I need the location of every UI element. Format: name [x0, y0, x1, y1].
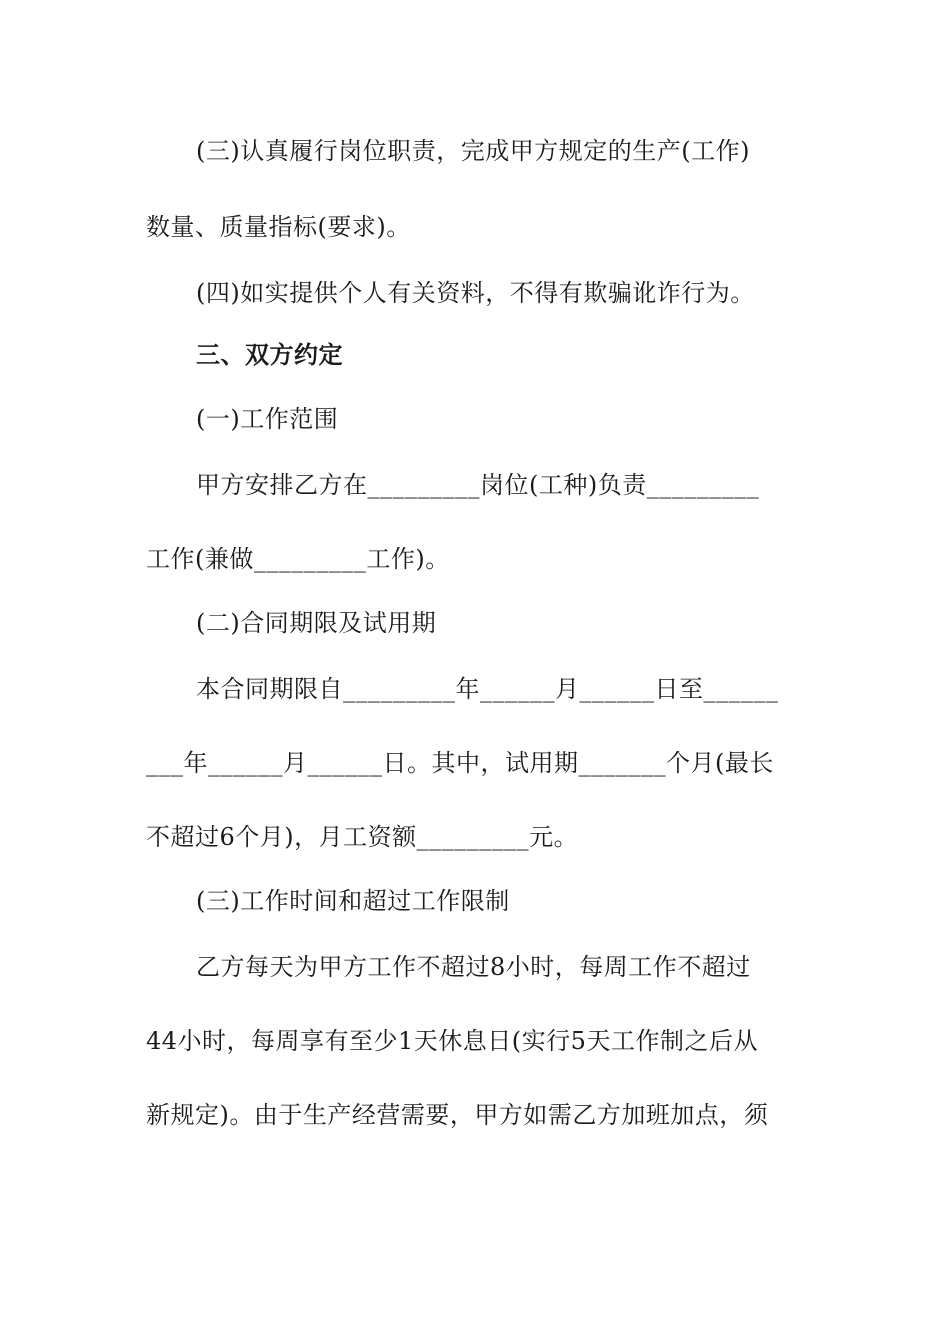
paragraph-contract-term-cont2: 不超过6个月)，月工资额_________元。 [146, 823, 579, 851]
paragraph-work-scope-cont: 工作(兼做_________工作)。 [146, 545, 450, 573]
paragraph-duty-3-cont: 数量、质量指标(要求)。 [146, 213, 411, 241]
paragraph-working-hours-cont2: 新规定)。由于生产经营需要，甲方如需乙方加班加点，须 [146, 1101, 769, 1129]
paragraph-duty-4: (四)如实提供个人有关资料，不得有欺骗讹诈行为。 [196, 279, 755, 307]
section-heading-mutual-agreement: 三、双方约定 [196, 340, 343, 369]
subheading-working-hours: (三)工作时间和超过工作限制 [196, 887, 510, 915]
paragraph-duty-3: (三)认真履行岗位职责，完成甲方规定的生产(工作) [196, 137, 750, 165]
paragraph-contract-term-cont: ___年______月______日。其中，试用期_______个月(最长 [146, 749, 774, 777]
subheading-work-scope: (一)工作范围 [196, 405, 339, 433]
paragraph-contract-term: 本合同期限自_________年______月______日至______ [196, 675, 779, 703]
subheading-contract-term: (二)合同期限及试用期 [196, 609, 437, 637]
paragraph-working-hours: 乙方每天为甲方工作不超过8小时，每周工作不超过 [196, 953, 751, 981]
paragraph-working-hours-cont: 44小时，每周享有至少1天休息日(实行5天工作制之后从 [146, 1027, 758, 1055]
paragraph-work-scope: 甲方安排乙方在_________岗位(工种)负责_________ [196, 471, 760, 499]
